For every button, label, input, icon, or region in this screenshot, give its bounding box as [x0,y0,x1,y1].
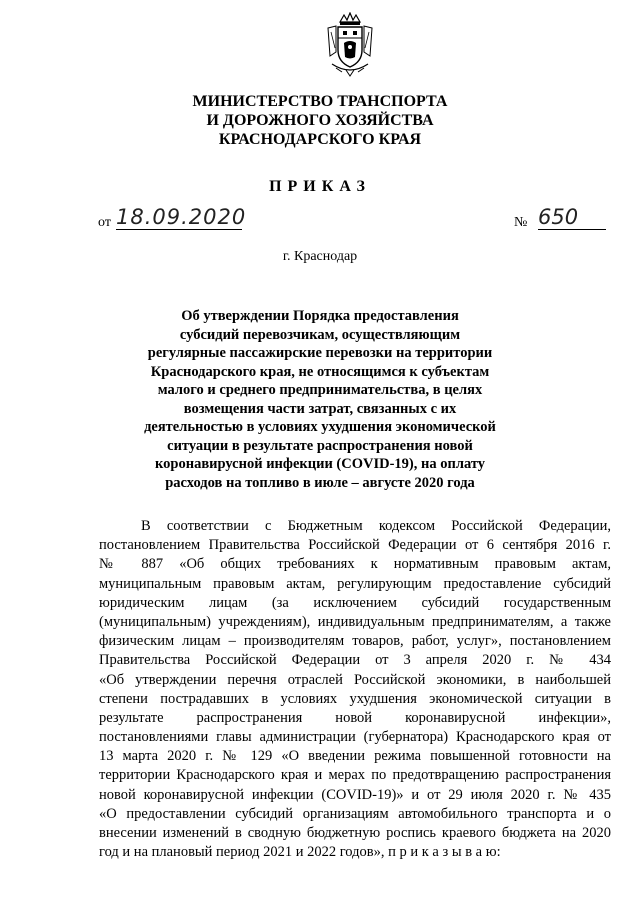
date-prefix: от [98,215,111,230]
title-line: Краснодарского края, не относящимся к субъектам [150,363,490,380]
body-line: внесении изменений в сводную бюджетную роспись краевого бюджета на 2020 [99,825,611,841]
body-line: 13 марта 2020 г. № 129 «О введении режима повышенной готовности на [99,748,611,765]
date-underline [116,229,242,230]
body-line: постановлениями главы администрации (губернатора) Краснодарского края от [99,729,611,746]
body-line: В соответствии с Бюджетным кодексом Российской Федерации, [141,518,611,534]
body-line: юридическим лицам (за исключением субсидий государственным [99,594,611,611]
handwritten-number: 650 [538,205,579,229]
body-line: год и на плановый период 2021 и 2022 годов», п р и к а з ы в а ю: [99,844,501,861]
handwritten-date: 18.09.2020 [116,205,247,229]
body-line: постановлением Правительства Российской Федерации от 6 сентября 2016 г. [99,537,611,554]
city: г. Краснодар [282,249,358,264]
krasnodar-coat-of-arms-icon [322,12,378,78]
body-line: Правительства Российской Федерации от 3 апреля 2020 г. № 434 [99,652,611,669]
number-underline [538,229,606,230]
number-prefix: № [514,215,528,230]
body-line: территории Краснодарского края и мерах по предотвращению распространения [99,767,611,784]
body-line: результате распространения новой коронавирусной инфекции», [99,709,611,726]
title-line: деятельностью в условиях ухудшения экономической [144,419,496,435]
body-line: новой коронавирусной инфекции (COVID-19)» и от 29 июля 2020 г. № 435 [99,786,611,803]
title-line: возмещения части затрат, связанных с их [183,400,457,417]
title-line: коронавирусной инфекции (COVID-19), на оплату [154,456,486,472]
ministry-name [0,92,640,149]
title-line: Об утверждении Порядка предоставления [181,308,459,324]
document-type: ПРИКАЗ [269,178,371,195]
body-line: «О предоставлении субсидий организациям автомобильного транспорта и о [99,805,611,822]
body-line: № 887 «Об общих требованиях к нормативным правовым актам, [99,556,611,573]
title-line: ситуации в результате распространения новой [167,437,473,454]
number-line [514,204,610,232]
date-line [98,204,248,232]
title-line: расходов на топливо в июле – августе 2020 года [165,474,475,491]
ministry-line: КРАСНОДАРСКОГО КРАЯ [218,131,422,148]
body-paragraph [99,517,611,862]
body-line: (муниципальным) учреждениям), индивидуальным предпринимателям, а также [99,613,611,630]
ministry-line: И ДОРОЖНОГО ХОЗЯЙСТВА [206,112,434,129]
title-line: малого и среднего предпринимательства, в целях [157,382,483,398]
body-line: «Об утверждении перечня отраслей Российской экономики, в наибольшей [99,671,611,688]
body-line: муниципальным правовым актам, регулирующим предоставление субсидий [99,575,611,592]
title-line: регулярные пассажирские перевозки на территории [147,345,493,361]
body-line: физическим лицам – производителям товаров, работ, услуг», постановлением [99,633,611,650]
body-line: степени пострадавших в условиях ухудшения экономической ситуации в [99,690,611,707]
ministry-line: МИНИСТЕРСТВО ТРАНСПОРТА [192,93,448,110]
document-title [0,307,640,492]
title-line: субсидий перевозчикам, осуществляющим [179,326,461,343]
